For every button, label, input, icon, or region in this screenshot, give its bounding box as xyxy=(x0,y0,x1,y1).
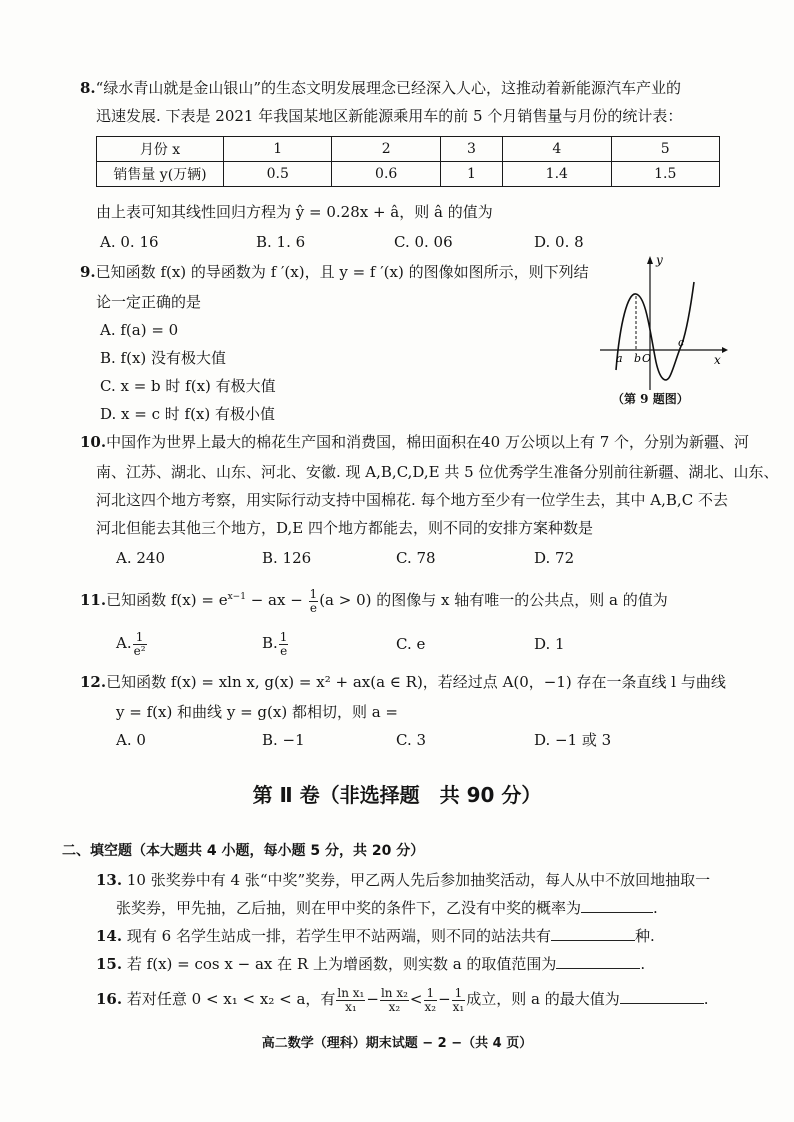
q13-line2 xyxy=(116,898,658,918)
fraction-denominator: e² xyxy=(133,643,146,658)
q11-line xyxy=(80,584,668,615)
q10-number: 10. xyxy=(80,433,107,451)
table-cell: 1 xyxy=(440,162,502,187)
q14-end: 种. xyxy=(634,927,655,945)
q10-line3: 河北这四个地方考察，用实际行动支持中国棉花. 每个地方至少有一位学生去，其中 A,B,C 不去 xyxy=(96,491,728,509)
q11-text-mid: − ax − xyxy=(245,591,308,609)
q11-fraction xyxy=(309,588,319,615)
q8-line1 xyxy=(80,78,681,98)
q16-fraction-2 xyxy=(380,987,409,1014)
x-axis-arrow-icon xyxy=(722,347,728,353)
page-footer: 高二数学（理科）期末试题 − 2 −（共 4 页） xyxy=(261,1036,533,1051)
table-cell: 2 xyxy=(332,137,440,162)
point-label-c: c xyxy=(678,336,685,349)
option-b-fraction xyxy=(279,631,289,658)
q9-option-a: A. f(a) = 0 xyxy=(100,321,179,339)
q13-text-2: 张奖券，甲先抽，乙后抽，则在甲中奖的条件下，乙没有中奖的概率为 xyxy=(116,899,582,917)
part-title: 二、填空题（本大题共 4 小题，每小题 5 分，共 20 分） xyxy=(62,843,425,859)
q8-line3: 由上表可知其线性回归方程为 ŷ = 0.28x + â，则 â 的值为 xyxy=(96,203,493,221)
q16-end: . xyxy=(703,990,709,1008)
table-header-sales: 销售量 y(万辆) xyxy=(97,162,224,187)
q14-line xyxy=(96,926,655,946)
q12-line1 xyxy=(80,672,726,692)
q16-number: 16. xyxy=(96,990,123,1008)
fraction-numerator: ln x₁ xyxy=(337,985,365,1000)
q11-option-c: C. e xyxy=(396,635,426,653)
point-label-a: a xyxy=(616,352,623,365)
q13-number: 13. xyxy=(96,871,123,889)
table-cell: 0.5 xyxy=(224,162,332,187)
sales-table xyxy=(96,136,720,187)
figure-caption: （第 9 题图） xyxy=(612,392,689,406)
q9-option-b: B. f(x) 没有极大值 xyxy=(100,349,227,367)
fraction-denominator: x₁ xyxy=(452,999,465,1014)
q16-line xyxy=(96,984,709,1014)
fraction-denominator: x₂ xyxy=(424,999,437,1014)
table-cell: 5 xyxy=(611,137,719,162)
q10-text-1: 中国作为世界上最大的棉花生产国和消费国，棉田面积在40 万公顷以上有 7 个，分别为新疆、河 xyxy=(106,433,750,451)
q12-line2: y = f(x) 和曲线 y = g(x) 都相切，则 a = xyxy=(116,703,398,721)
fraction-numerator: 1 xyxy=(424,987,438,1001)
q10-option-d: D. 72 xyxy=(534,549,575,567)
option-a-fraction xyxy=(133,631,147,658)
fraction-numerator: 1 xyxy=(309,586,318,601)
q11-option-d: D. 1 xyxy=(534,635,565,653)
q8-option-c: C. 0. 06 xyxy=(394,233,453,251)
q11-exponent: x−1 xyxy=(227,592,246,602)
q13-end: . xyxy=(653,899,658,917)
origin-label: O xyxy=(642,352,652,365)
derivative-curve xyxy=(616,282,694,380)
fraction-denominator: x₂ xyxy=(388,999,401,1014)
q9-option-d: D. x = c 时 f(x) 有极小值 xyxy=(100,405,276,423)
section-title: 第 Ⅱ 卷（非选择题 共 90 分） xyxy=(252,783,542,807)
q16-text-post: 成立，则 a 的最大值为 xyxy=(466,990,620,1008)
q16-fraction-4 xyxy=(452,987,466,1014)
q16-fraction-3 xyxy=(424,987,438,1014)
q9-text-1: 已知函数 f(x) 的导函数为 f ′(x)，且 y = f ′(x) 的图像如图所示，则下列结 xyxy=(95,263,589,281)
fraction-denominator: x₁ xyxy=(345,999,357,1014)
x-axis-label: x xyxy=(714,353,721,367)
table-cell: 3 xyxy=(440,137,502,162)
point-label-b: b xyxy=(634,352,642,365)
table-cell: 1.5 xyxy=(611,162,719,187)
q13-text-1: 10 张奖券中有 4 张“中奖”奖券，甲乙两人先后参加抽奖活动，每人从中不放回地抽取一 xyxy=(126,871,711,889)
q10-line2: 南、江苏、湖北、山东、河北、安徽. 现 A,B,C,D,E 共 5 位优秀学生准备分别前往新疆、湖北、山东、 xyxy=(96,463,779,481)
q14-number: 14. xyxy=(96,927,123,945)
q8-option-d: D. 0. 8 xyxy=(534,233,584,251)
q15-line xyxy=(96,954,645,974)
q9-number: 9. xyxy=(80,263,96,281)
table-row-month xyxy=(97,137,720,162)
fraction-numerator: 1 xyxy=(452,987,466,1001)
q10-option-a: A. 240 xyxy=(116,549,165,567)
q8-option-a: A. 0. 16 xyxy=(100,233,159,251)
q10-option-b: B. 126 xyxy=(262,549,312,567)
less-than-sign: < xyxy=(409,990,423,1008)
q12-number: 12. xyxy=(80,673,107,691)
table-header-month: 月份 x xyxy=(97,137,224,162)
q8-line2: 迅速发展. 下表是 2021 年我国某地区新能源乘用车的前 5 个月销售量与月份的统计表： xyxy=(96,107,683,125)
q12-option-c: C. 3 xyxy=(396,731,427,749)
table-cell: 1 xyxy=(224,137,332,162)
answer-blank[interactable] xyxy=(620,989,704,1004)
q8-option-b: B. 1. 6 xyxy=(256,233,306,251)
q16-text-pre: 若对任意 0 < x₁ < x₂ < a，有 xyxy=(126,990,336,1008)
derivative-graph-figure xyxy=(598,252,728,392)
q12-option-d: D. −1 或 3 xyxy=(534,731,612,749)
option-label: B. xyxy=(262,634,278,652)
y-axis-label: y xyxy=(656,253,663,267)
q9-line1 xyxy=(80,262,589,282)
minus-sign: − xyxy=(366,990,379,1008)
answer-blank[interactable] xyxy=(556,954,640,969)
fraction-numerator: 1 xyxy=(279,629,288,644)
y-axis-arrow-icon xyxy=(647,256,653,264)
table-cell: 1.4 xyxy=(503,162,611,187)
table-cell: 4 xyxy=(503,137,611,162)
q12-option-b: B. −1 xyxy=(262,731,305,749)
q10-line1 xyxy=(80,432,749,452)
q15-end: . xyxy=(640,955,646,973)
table-cell: 0.6 xyxy=(332,162,440,187)
q16-fraction-1 xyxy=(336,987,365,1014)
q13-line1 xyxy=(96,870,710,890)
minus-sign: − xyxy=(438,990,451,1008)
q11-text-pre: 已知函数 f(x) = e xyxy=(106,591,228,609)
q15-number: 15. xyxy=(96,955,123,973)
q11-number: 11. xyxy=(80,591,107,609)
q15-text: 若 f(x) = cos x − ax 在 R 上为增函数，则实数 a 的取值范围为 xyxy=(126,955,557,973)
q10-option-c: C. 78 xyxy=(396,549,436,567)
q14-text: 现有 6 名学生站成一排，若学生甲不站两端，则不同的站法共有 xyxy=(126,927,551,945)
answer-blank[interactable] xyxy=(581,898,653,913)
fraction-numerator: 1 xyxy=(133,631,147,645)
q11-text-post: (a > 0) 的图像与 x 轴有唯一的公共点，则 a 的值为 xyxy=(319,591,668,609)
fraction-denominator: e xyxy=(280,643,288,658)
q8-number: 8. xyxy=(80,79,96,97)
fraction-denominator: e xyxy=(309,600,317,615)
option-label: A. xyxy=(116,634,132,652)
q12-option-a: A. 0 xyxy=(116,731,146,749)
q12-text-1: 已知函数 f(x) = xln x, g(x) = x² + ax(a ∈ R)，若经过点 A(0，−1) 存在一条直线 l 与曲线 xyxy=(106,673,726,691)
q9-option-c: C. x = b 时 f(x) 有极大值 xyxy=(100,377,276,395)
q9-line2: 论一定正确的是 xyxy=(96,293,202,311)
answer-blank[interactable] xyxy=(551,926,635,941)
q11-option-b xyxy=(262,628,289,658)
fraction-numerator: ln x₂ xyxy=(380,985,408,1000)
table-row-sales xyxy=(97,162,720,187)
q11-option-a xyxy=(116,628,148,658)
q10-line4: 河北但能去其他三个地方，D,E 四个地方都能去，则不同的安排方案种数是 xyxy=(96,519,593,537)
q8-text-1: “绿水青山就是金山银山”的生态文明发展理念已经深入人心，这推动着新能源汽车产业的 xyxy=(95,79,682,97)
